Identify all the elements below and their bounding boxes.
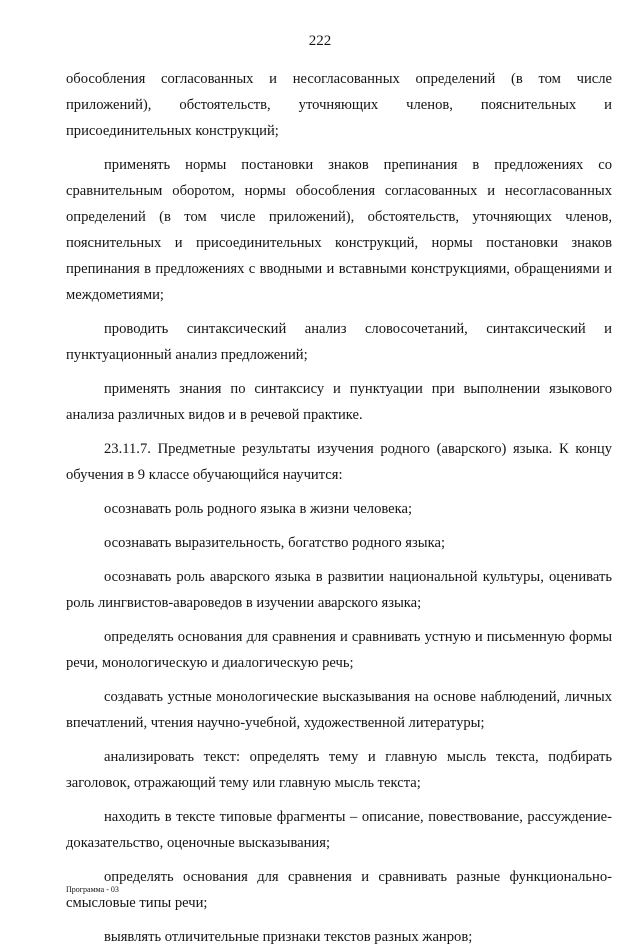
document-body (66, 66, 612, 950)
paragraph-section-heading: 23.11.7. Предметные результаты изучения родного (аварского) языка. К концу обучения в 9 классе обучающийся научится: (66, 441, 612, 483)
footer-label: Программа - 03 (66, 885, 119, 894)
list-item-avar-culture: осознавать роль аварского языка в развитии национальной культуры, оценивать роль лингвистов-аварoведов в изучении аварского языка; (66, 569, 612, 611)
list-item-genre-features: выявлять отличительные признаки текстов разных жанров; (104, 929, 473, 945)
list-item-monologue: создавать устные монологические высказывания на основе наблюдений, личных впечатлений, чтения научно-учебной, художественной литературы; (66, 689, 612, 731)
page-number: 222 (308, 33, 332, 49)
list-item-expressiveness: осознавать выразительность, богатство родного языка; (104, 535, 445, 551)
list-item-speech-types: определять основания для сравнения и сравнивать разные функционально-смысловые типы речи; (66, 869, 612, 911)
list-item-text-analysis: анализировать текст: определять тему и главную мысль текста, подбирать заголовок, отражающий тему или главную мысль текста; (66, 749, 612, 791)
list-item-text-fragments: находить в тексте типовые фрагменты – описание, повествование, рассуждение-доказательство, оценочные высказывания; (66, 809, 612, 851)
paragraph-punctuation-norms: применять нормы постановки знаков препинания в предложениях со сравнительным оборотом, нормы обособления согласованных и несогласованных определений (в том числе приложений), обстоятельств, уточняющих членов, пояснительных и присоединительных конструкций, нормы постановки знаков препинания в предложениях с вводными и вставными конструкциями, обращениями и междометиями; (66, 157, 612, 303)
list-item-speech-forms: определять основания для сравнения и сравнивать устную и письменную формы речи, монологическую и диалогическую речь; (66, 629, 612, 671)
list-item-native-language-role: осознавать роль родного языка в жизни человека; (104, 501, 413, 517)
paragraph-apply-knowledge: применять знания по синтаксису и пунктуации при выполнении языкового анализа различных видов и в речевой практике. (66, 381, 612, 423)
paragraph-syntax-analysis: проводить синтаксический анализ словосочетаний, синтаксический и пунктуационный анализ предложений; (66, 321, 612, 363)
paragraph-continuation: обособления согласованных и несогласованных определений (в том числе приложений), обстоятельств, уточняющих членов, пояснительных и присоединительных конструкций; (66, 71, 612, 139)
